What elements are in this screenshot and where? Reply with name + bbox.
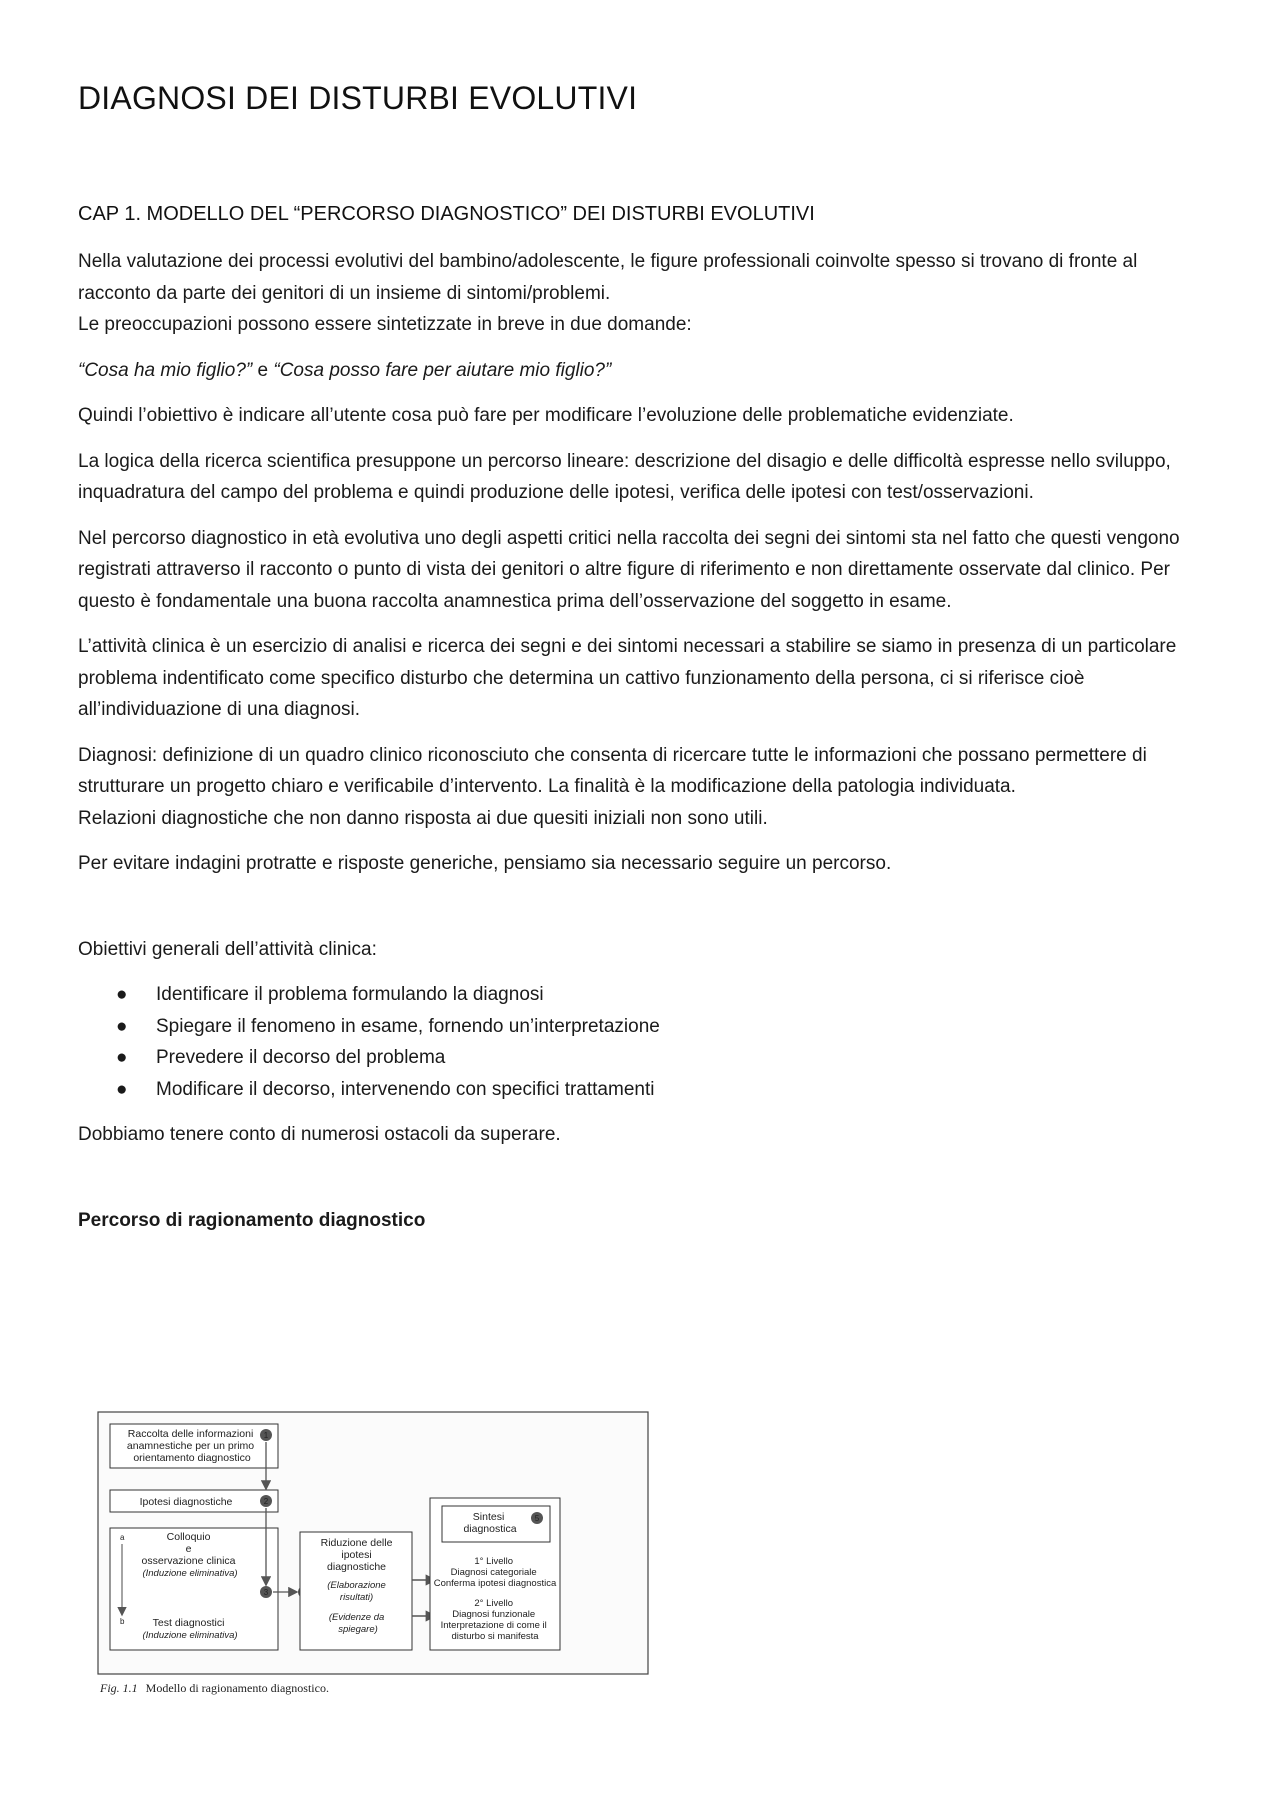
figure-caption: Fig. 1.1 Modello di ragionamento diagnostico. xyxy=(100,1681,329,1695)
paragraph: Diagnosi: definizione di un quadro clinico riconosciuto che consenta di ricercare tutte le informazioni che possano permettere di strutturare un progetto chiaro e verificabile d’intervento. La finalità è la modificazione della patologia individuata. xyxy=(78,744,1147,797)
bullet-icon: ● xyxy=(116,1015,128,1037)
paragraph: Per evitare indagini protratte e risposte generiche, pensiamo sia necessario seguire un percorso. xyxy=(78,853,892,874)
list-item xyxy=(78,1074,1208,1106)
question-2: “Cosa posso fare per aiutare mio figlio?” xyxy=(273,359,612,381)
list-item-text: Modificare il decorso, intervenendo con specifici trattamenti xyxy=(156,1078,655,1100)
paragraph: Obiettivi generali dell’attività clinica: xyxy=(78,938,377,960)
hypotheses-reduction-text: Riduzione delle ipotesi diagnostiche (Elaborazione risultati) (Evidenze da spiegare) xyxy=(320,1537,393,1635)
diagnostic-hypotheses-text: Ipotesi diagnostiche xyxy=(139,1496,233,1508)
bullet-icon: ● xyxy=(116,984,128,1005)
clinical-interview-text: Colloquio e osservazione clinica (Induzione eliminativa) xyxy=(141,1531,238,1579)
section-title: Percorso di ragionamento diagnostico xyxy=(78,1209,426,1231)
list-item xyxy=(78,1042,1208,1074)
step-3-label: 3 xyxy=(263,1588,269,1597)
questions-paragraph xyxy=(78,355,1208,387)
level-1-text: 1° Livello Diagnosi categoriale Conferma ipotesi diagnostica xyxy=(433,1556,557,1589)
spacer xyxy=(78,1165,1208,1205)
spacer xyxy=(78,894,1208,934)
paragraph: Nella valutazione dei processi evolutivi del bambino/adolescente, le figure professionali coinvolte spesso si trovano di fronte al racconto da parte dei genitori di un insieme di sintomi/problemi. xyxy=(78,251,1138,304)
list-item xyxy=(78,1011,1208,1043)
step-5-label: 5 xyxy=(534,1514,540,1523)
bullet-icon: ● xyxy=(116,1078,128,1100)
document-title: DIAGNOSI DEI DISTURBI EVOLUTIVI xyxy=(78,80,638,116)
list-item xyxy=(78,979,1208,1011)
chapter-title: CAP 1. MODELLO DEL “PERCORSO DIAGNOSTICO” DEI DISTURBI EVOLUTIVI xyxy=(78,203,815,225)
list-item-text: Prevedere il decorso del problema xyxy=(156,1047,446,1068)
diagnostic-tests-text: Test diagnostici (Induzione eliminativa) xyxy=(142,1617,238,1641)
paragraph: Quindi l’obiettivo è indicare all’utente cosa può fare per modificare l’evoluzione delle problematiche evidenziate. xyxy=(78,405,1014,426)
paragraph: Nel percorso diagnostico in età evolutiva uno degli aspetti critici nella raccolta dei segni dei sintomi sta nel fatto che questi vengono registrati attraverso il racconto o punto di vista dei genitori o altre figure di riferimento e non direttamente osservate dal clinico. Per questo è fondamentale una buona raccolta anamnestica prima dell’osservazione del soggetto in esame. xyxy=(78,527,1180,612)
list-item-text: Identificare il problema formulando la diagnosi xyxy=(156,984,544,1005)
diagnostic-diagram xyxy=(90,1408,650,1708)
question-conjunction: e xyxy=(252,359,274,381)
info-gathering-text: Raccolta delle informazioni anamnestiche per un primo orientamento diagnostico xyxy=(126,1428,255,1464)
side-label-b: b xyxy=(120,1617,125,1626)
level-2-text: 2° Livello Diagnosi funzionale Interpretazione di come il disturbo si manifesta xyxy=(440,1598,547,1642)
synthesis-title-text: Sintesi diagnostica xyxy=(463,1511,517,1535)
paragraph: La logica della ricerca scientifica presuppone un percorso lineare: descrizione del disagio e delle difficoltà espresse nello sviluppo, inquadratura del campo del problema e quindi produzione delle ipotesi, verifica delle ipotesi con test/osservazioni. xyxy=(78,450,1171,503)
paragraph: Relazioni diagnostiche che non danno risposta ai due quesiti iniziali non sono utili. xyxy=(78,807,768,829)
step-2-label: 2 xyxy=(263,1497,269,1506)
document-body xyxy=(78,246,1208,1250)
bullet-icon: ● xyxy=(116,1047,128,1068)
diagnostic-model-figure xyxy=(90,1408,650,1708)
objectives-list xyxy=(78,979,1208,1105)
paragraph: Dobbiamo tenere conto di numerosi ostacoli da superare. xyxy=(78,1124,561,1145)
question-1: “Cosa ha mio figlio?” xyxy=(78,359,253,381)
paragraph: Le preoccupazioni possono essere sintetizzate in breve in due domande: xyxy=(78,314,692,335)
step-1-label: 1 xyxy=(263,1431,269,1440)
side-label-a: a xyxy=(120,1533,125,1542)
list-item-text: Spiegare il fenomeno in esame, fornendo un’interpretazione xyxy=(156,1015,660,1037)
paragraph: L’attività clinica è un esercizio di analisi e ricerca dei segni e dei sintomi necessari a stabilire se siamo in presenza di un particolare problema indentificato come specifico disturbo che determina un cattivo funzionamento della persona, ci si riferisce cioè all’individuazione di una diagnosi. xyxy=(78,636,1177,720)
